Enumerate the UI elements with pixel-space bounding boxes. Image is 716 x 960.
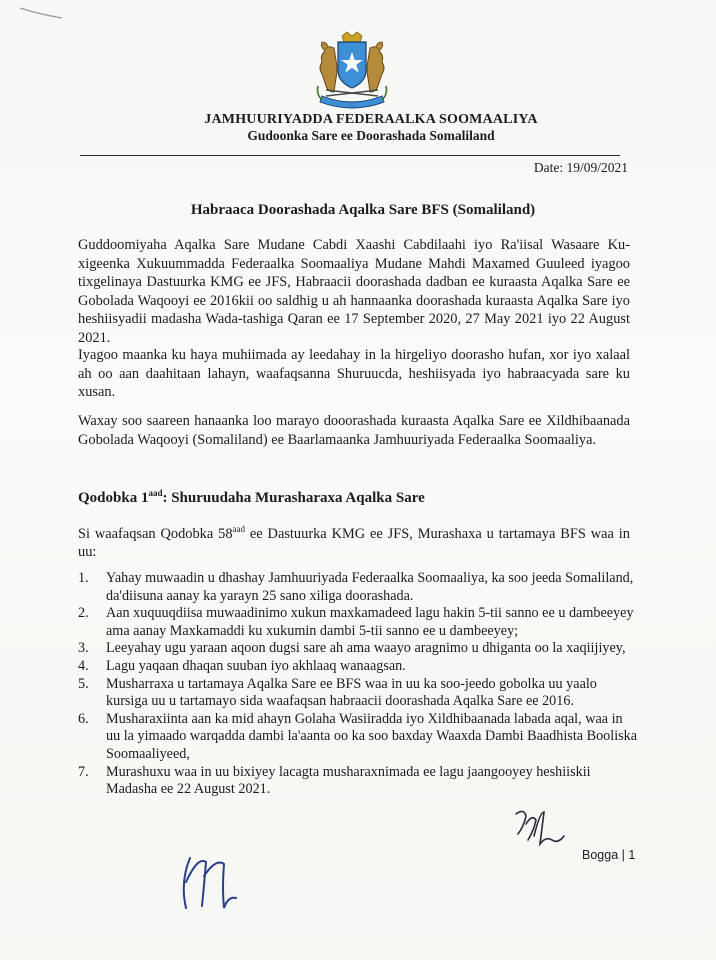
list-item-text: Leeyahay ugu yaraan aqoon dugsi sare ah ama waayo aragnimo u dhiganta oo la xaqiijiyey, — [106, 640, 626, 657]
section-intro — [78, 520, 630, 562]
list-item — [78, 764, 638, 799]
initials-signature-right — [512, 806, 568, 854]
section-intro-rest: ee Dastuurka KMG ee JFS, Murashaxa u tartamaya BFS waa in uu: — [78, 525, 630, 561]
initials-signature-left — [176, 852, 244, 912]
list-item-text: Aan xuquuqdiisa muwaadinimo xukun maxkamadeed lagu hakin 5-tii sanno ee u dambeeyey ama aanay Maxkamaddi ku xukumin dambi 5-tii sanno ee u dambeeyey; — [106, 605, 634, 639]
document-title: Habraaca Doorashada Aqalka Sare BFS (Somaliland) — [190, 202, 536, 218]
list-item-number: 3. — [78, 640, 89, 657]
list-item — [78, 605, 638, 640]
section-heading-title: : Shuruudaha Murasharaxa Aqalka Sare — [162, 490, 425, 506]
header-divider — [80, 155, 620, 156]
list-item-text: Musharraxa u tartamaya Aqalka Sare ee BFS waa in uu ka soo-jeedo gobolka uu yaalo kursiga uu u tartamayo sida waafaqsan habraacii doorashada Aqalka Sare ee 2016. — [106, 675, 597, 710]
list-item-number: 5. — [78, 675, 89, 692]
list-item — [78, 658, 638, 676]
document-date: Date: 19/09/2021 — [533, 160, 628, 175]
list-item — [78, 570, 638, 605]
list-item — [78, 676, 638, 711]
pen-stroke-mark — [18, 6, 64, 20]
list-item-number: 6. — [78, 710, 89, 727]
page-number: Bogga | 1 — [582, 848, 636, 862]
list-item-number: 1. — [78, 570, 89, 586]
paragraph-issuance: Waxay soo saareen hanaanka loo marayo dooorashada kuraasta Aqalka Sare ee Xildhibaanada Gobolada Waqooyi (Somaliland) ee Baarlamaanka Jamhuuriyada Federaalka Soomaaliya. — [78, 413, 630, 448]
section-heading-ordinal: aad — [148, 488, 163, 498]
paragraph-preamble: Guddoomiyaha Aqalka Sare Mudane Cabdi Xaashi Cabdilaahi iyo Ra'iisal Wasaare Ku-xigeenka Xukuummadda Federaalka Soomaaliya Mudane Mahdi Maxamed Guuleed iyagoo tixgelinaya Dastuurka KMG ee JFS, Habraacii doorashada dadban ee kuraasta Aqalka Sare ee Gobolada Waqooyi ee 2016kii oo saldhig u ah hannaanka doorashada kuraasta Aqalka Sare iyo heshiisyadii madasha Wada-tashiga Qaran ee 17 September 2020, 27 May 2021 iyo 22 August 2021. — [78, 237, 630, 346]
coat-of-arms-emblem — [304, 30, 400, 110]
list-item-number: 4. — [78, 657, 89, 674]
list-item — [78, 711, 638, 764]
list-item-text: Yahay muwaadin u dhashay Jamhuuriyada Federaalka Soomaaliya, ka soo jeeda Somaliland, da'diisuna aanay ka yarayn 25 sano xiliga doorashada. — [106, 570, 634, 604]
list-item — [78, 640, 638, 658]
section-heading — [78, 488, 425, 507]
header-office-name: Gudoonka Sare ee Doorashada Somaliland — [247, 128, 495, 143]
list-item-number: 7. — [78, 763, 89, 780]
header-country-name: JAMHUURIYADDA FEDERAALKA SOOMAALIYA — [204, 112, 538, 127]
section-intro-prefix: Si waafaqsan Qodobka 58 — [78, 525, 233, 542]
list-item-text: Murashuxu waa in uu bixiyey lacagta musharaxnimada ee lagu jaangooyey heshiiskii Madasha ee 22 August 2021. — [106, 763, 591, 798]
section-heading-prefix: Qodobka 1 — [78, 490, 149, 506]
section-intro-ordinal: aad — [232, 524, 246, 534]
list-item-number: 2. — [78, 605, 89, 622]
paragraph-purpose: Iyagoo maanka ku haya muhiimada ay leedahay in la hirgeliyo doorasho hufan, xor iyo xalaal ah oo aan daahitaan lahayn, waafaqsanna Shuruucda, heshiisyada iyo habraacyada sare ku xusan. — [78, 347, 630, 401]
list-item-text: Lagu yaqaan dhaqan suuban iyo akhlaaq wanaagsan. — [106, 657, 406, 674]
requirements-list — [78, 570, 638, 799]
list-item-text: Musharaxiinta aan ka mid ahayn Golaha Wasiiradda iyo Xildhibaanada labada aqal, waa in uu la yimaado warqadda dambi la'aanta oo ka soo baxday Waaxda Dambi Baadhista Booliska Soomaaliyeed, — [106, 710, 638, 762]
